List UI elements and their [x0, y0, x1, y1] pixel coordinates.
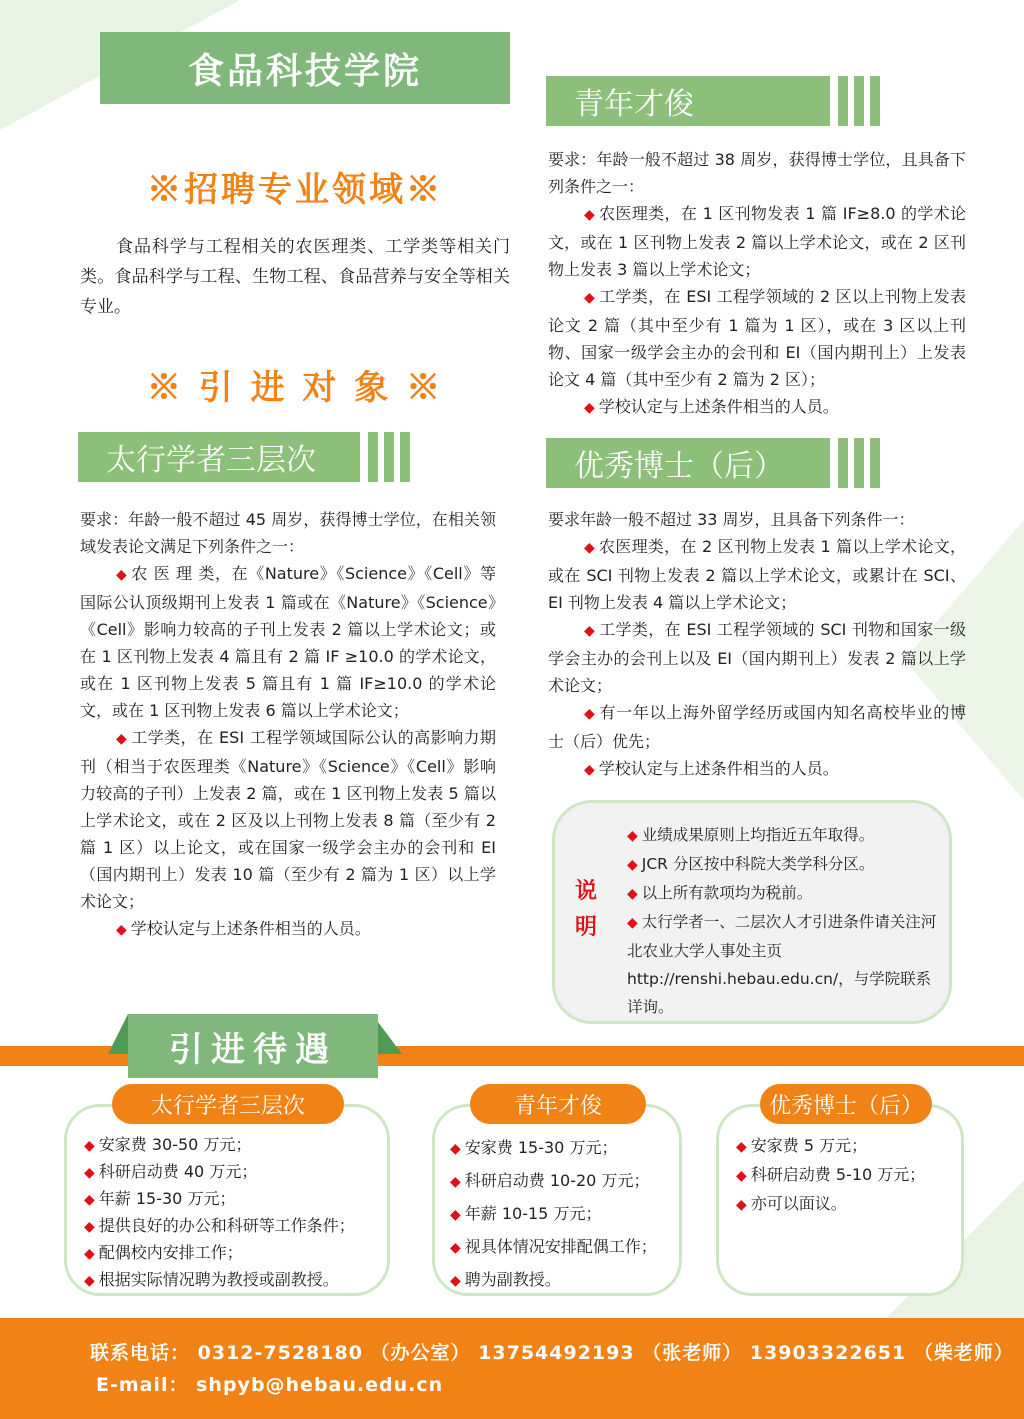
- diamond-bullet-icon: ◆: [84, 1219, 95, 1235]
- benefit-item: ◆ 科研启动费 10-20 万元；: [450, 1171, 650, 1190]
- benefit-item: ◆ 配偶校内安排工作；: [84, 1243, 243, 1262]
- diamond-bullet-icon: ◆: [450, 1141, 461, 1157]
- note-item: ◆ 业绩成果原则上均指近五年取得。: [627, 826, 875, 844]
- diamond-bullet-icon: ◆: [584, 762, 595, 778]
- targets-heading: ※ 引 进 对 象 ※: [146, 368, 444, 408]
- note-item: ◆ 以上所有款项均为税前。: [627, 884, 813, 902]
- phd-item: ◆ 学校认定与上述条件相当的人员。: [584, 759, 839, 778]
- benefit-item: ◆ 提供良好的办公和科研等工作条件；: [84, 1216, 355, 1235]
- benefit-item: ◆ 亦可以面议。: [736, 1194, 847, 1213]
- benefit-item: ◆ 视具体情况安排配偶工作；: [450, 1237, 657, 1256]
- youth-item: ◆ 工学类，在 ESI 工程学领域的 2 区以上刊物上发表论文 2 篇（其中至少有 1 篇为 1 区），或在 3 区以上刊物、国家一级学会主办的会刊和 EI（国内期刊上）上发表论文 4 篇（其中至少有 2 篇为 2 区）；: [548, 287, 966, 389]
- diamond-bullet-icon: ◆: [116, 567, 128, 583]
- diamond-bullet-icon: ◆: [84, 1246, 95, 1262]
- recruit-fields-paragraph: 食品科学与工程相关的农医理类、工学类等相关门类。食品科学与工程、生物工程、食品营养与安全等相关专业。: [80, 237, 510, 317]
- benefit-item: ◆ 根据实际情况聘为教授或副教授。: [84, 1270, 339, 1289]
- benefit-card-title: 青年才俊: [470, 1084, 646, 1124]
- note-item: ◆ JCR 分区按中科院大类学科分区。: [627, 855, 875, 873]
- phd-item: ◆ 工学类，在 ESI 工程学领域的 SCI 刊物和国家一级学会主办的会刊上以及 EI（国内期刊上）发表 2 篇以上学术论文；: [548, 620, 966, 695]
- taihang-requirements: [80, 506, 496, 944]
- note-item: ◆ 太行学者一、二层次人才引进条件请关注河北农业大学人事处主页 http://renshi.hebau.edu.cn/，与学院联系详询。: [627, 913, 937, 1016]
- diamond-bullet-icon: ◆: [736, 1197, 747, 1213]
- youth-item: ◆ 学校认定与上述条件相当的人员。: [584, 397, 839, 416]
- diamond-bullet-icon: ◆: [627, 857, 638, 873]
- benefit-item: ◆ 安家费 5 万元；: [736, 1136, 868, 1155]
- benefit-item: ◆ 安家费 15-30 万元；: [450, 1138, 618, 1157]
- youth-title: 青年才俊: [546, 76, 830, 126]
- youth-item: ◆ 农医理类，在 1 区刊物发表 1 篇 IF≥8.0 的学术论文，或在 1 区刊物上发表 2 篇以上学术论文，或在 2 区刊物上发表 3 篇以上学术论文；: [548, 204, 966, 279]
- diamond-bullet-icon: ◆: [584, 207, 596, 223]
- ribbon-fold-left: [108, 1014, 128, 1054]
- diamond-bullet-icon: ◆: [584, 706, 596, 722]
- diamond-bullet-icon: ◆: [116, 922, 127, 938]
- college-title-banner: 食品科技学院: [100, 32, 510, 104]
- phd-banner: [546, 438, 880, 488]
- benefit-item: ◆ 科研启动费 40 万元；: [84, 1162, 258, 1181]
- contact-footer: [0, 1318, 1024, 1419]
- benefit-list-taihang: [84, 1132, 355, 1294]
- diamond-bullet-icon: ◆: [627, 828, 638, 844]
- recruit-fields-text: [80, 232, 510, 322]
- benefit-item: ◆ 安家费 30-50 万元；: [84, 1135, 252, 1154]
- diamond-bullet-icon: ◆: [116, 731, 128, 747]
- taihang-item: ◆ 工学类，在 ESI 工程学领域国际公认的高影响力期刊（相当于农医理类《Nature》《Science》《Cell》影响力较高的子刊）上发表 2 篇，或在 1 区刊物上发表 5 篇以上学术论文，或在 2 区及以上刊物上发表 8 篇（至少有 2 篇 1 区）以上论文，或在国家一级学会主办的会刊和 EI（国内期刊上）发表 10 篇（至少有 2 篇为 1 区）以上学术论文；: [80, 728, 496, 911]
- diamond-bullet-icon: ◆: [450, 1207, 461, 1223]
- benefit-item: ◆ 年薪 15-30 万元；: [84, 1189, 236, 1208]
- diamond-bullet-icon: ◆: [84, 1192, 95, 1208]
- benefit-card-title: 优秀博士（后）: [760, 1084, 932, 1124]
- youth-requirements: [548, 146, 966, 422]
- benefit-list-phd: [736, 1132, 925, 1219]
- phd-title: 优秀博士（后）: [546, 438, 830, 488]
- diamond-bullet-icon: ◆: [627, 886, 638, 902]
- taihang-intro: 要求：年龄一般不超过 45 周岁，获得博士学位，在相关领域发表论文满足下列条件之一：: [80, 510, 496, 556]
- phd-item: ◆ 有一年以上海外留学经历或国内知名高校毕业的博士（后）优先；: [548, 703, 966, 751]
- benefit-item: ◆ 科研启动费 5-10 万元；: [736, 1165, 926, 1184]
- contact-email[interactable]: E-mail： shpyb@hebau.edu.cn: [96, 1374, 444, 1396]
- diamond-bullet-icon: ◆: [584, 623, 596, 639]
- benefit-item: ◆ 聘为副教授。: [450, 1270, 561, 1289]
- diamond-bullet-icon: ◆: [84, 1138, 95, 1154]
- youth-banner: [546, 76, 880, 126]
- diamond-bullet-icon: ◆: [84, 1165, 95, 1181]
- diamond-bullet-icon: ◆: [450, 1240, 461, 1256]
- notes-list: [627, 821, 937, 1021]
- diamond-bullet-icon: ◆: [736, 1168, 747, 1184]
- benefit-card-title: 太行学者三层次: [112, 1084, 344, 1124]
- contact-phone: 联系电话： 0312-7528180 （办公室） 13754492193 （张老师） 13903322651 （柴老师）: [90, 1342, 1014, 1364]
- phd-item: ◆ 农医理类，在 2 区刊物上发表 1 篇以上学术论文，或在 SCI 刊物上发表 2 篇以上学术论文，或累计在 SCI、EI 刊物上发表 4 篇以上学术论文；: [548, 537, 966, 612]
- banner-bars: [838, 76, 880, 126]
- diamond-bullet-icon: ◆: [584, 540, 596, 556]
- notes-box: [552, 800, 952, 1024]
- taihang-title: 太行学者三层次: [78, 432, 360, 482]
- phd-requirements: [548, 506, 966, 784]
- diamond-bullet-icon: ◆: [736, 1139, 747, 1155]
- banner-bars: [838, 438, 880, 488]
- notes-side-label: 说 明: [574, 878, 597, 940]
- phd-intro: 要求年龄一般不超过 33 周岁，且具备下列条件一：: [548, 510, 915, 529]
- youth-intro: 要求：年龄一般不超过 38 周岁，获得博士学位，且具备下列条件之一：: [548, 150, 966, 196]
- diamond-bullet-icon: ◆: [584, 290, 596, 306]
- taihang-banner: [78, 432, 410, 482]
- benefit-item: ◆ 年薪 10-15 万元；: [450, 1204, 602, 1223]
- taihang-item: ◆ 学校认定与上述条件相当的人员。: [116, 919, 371, 938]
- banner-bars: [368, 432, 410, 482]
- recruit-fields-heading: ※招聘专业领域※: [147, 170, 443, 210]
- diamond-bullet-icon: ◆: [450, 1174, 461, 1190]
- benefits-heading: 引进待遇: [128, 1014, 378, 1078]
- taihang-item: ◆ 农 医 理 类，在《Nature》《Science》《Cell》等国际公认顶级期刊上发表 1 篇或在《Nature》《Science》《Cell》影响力较高的子刊上发表 2 篇以上学术论文；或在 1 区刊物上发表 4 篇且有 2 篇 IF ≥10.0 的学术论文，或在 1 区刊物上发表 5 篇且有 1 篇 IF≥10.0 的学术论文，或在 1 区刊物上发表 6 篇以上学术论文；: [80, 564, 496, 720]
- diamond-bullet-icon: ◆: [584, 400, 595, 416]
- diamond-bullet-icon: ◆: [84, 1273, 95, 1289]
- diamond-bullet-icon: ◆: [627, 915, 638, 931]
- diamond-bullet-icon: ◆: [450, 1273, 461, 1289]
- benefit-list-youth: [450, 1132, 657, 1297]
